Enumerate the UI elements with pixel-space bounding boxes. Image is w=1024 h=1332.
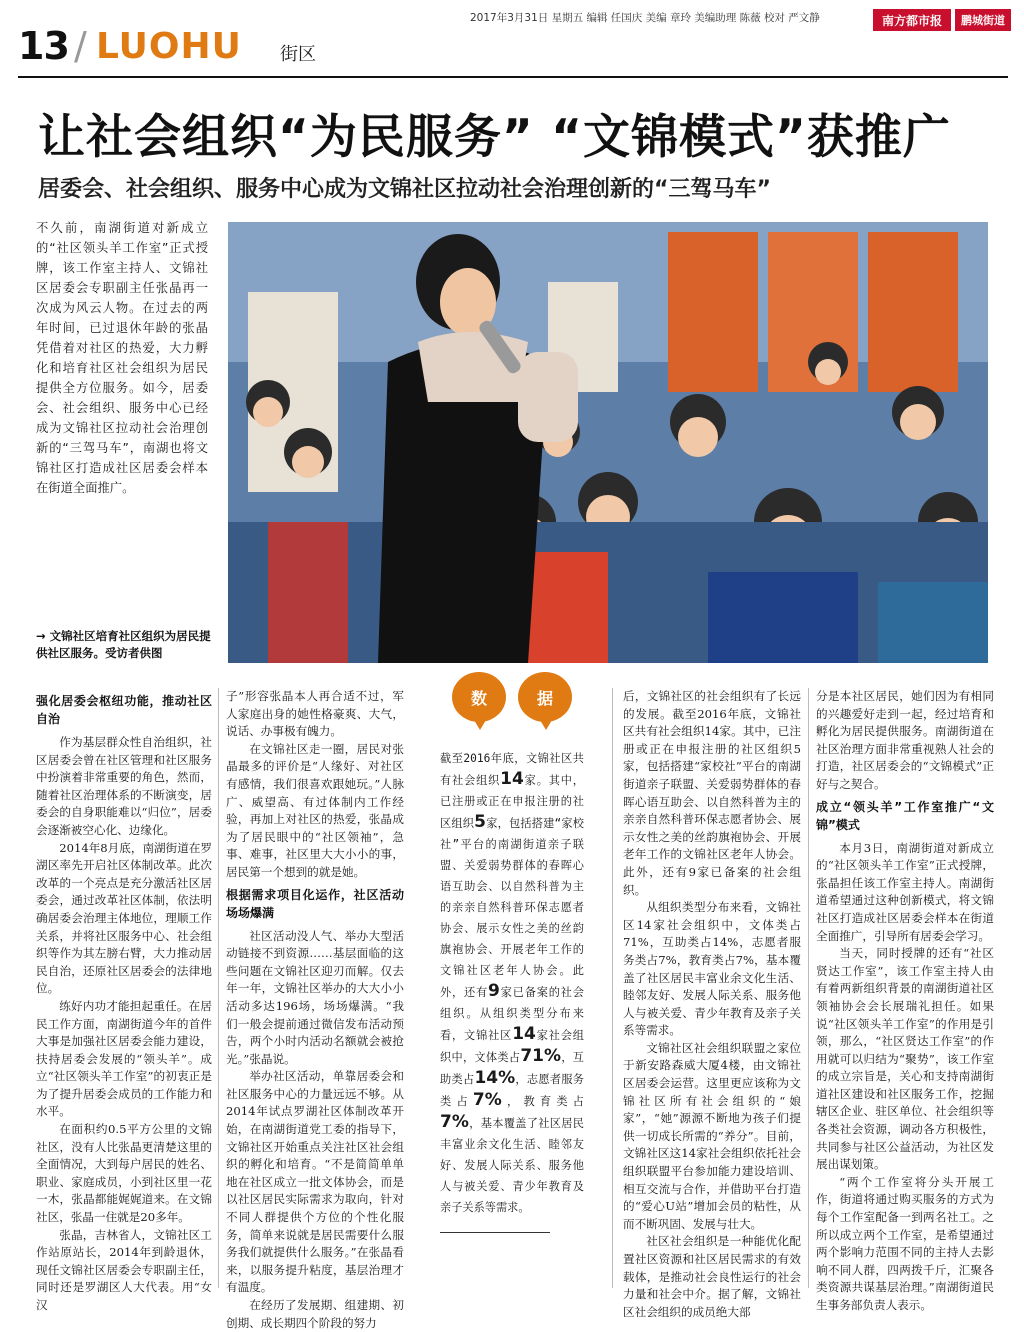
- paragraph: 从组织类型分布来看，文锦社区14家社会组织中，文体类占71%，互助类占14%，志愿者服务类占7%，教育类占7%，基本覆盖了社区居民丰富业余文化生活、睦邻友好、发展人际关系、服务他人与被关爱、青少年教育及亲子关系等需求。: [623, 900, 801, 1038]
- data-figure: 71%: [520, 1046, 562, 1066]
- header-rule: [18, 76, 1008, 78]
- article-column-4: [623, 688, 801, 1321]
- data-bubble-2: 据: [518, 672, 572, 722]
- paragraph: 在面积约0.5平方公里的文锦社区，没有人比张晶更清楚这里的全面情况，大到每户居民的姓名、职业、家庭成员，小到社区里一花一木，张晶都能娓娓道来。在文锦社区，张晶一住就是20多年。: [36, 1122, 212, 1225]
- paragraph: 练好内功才能担起重任。在居民工作方面，南湖街道今年的首件大事是加强社区居委会能力建设，扶持居委会发展的“领头羊”。成立“社区领头羊工作室”的初衷正是为了提升居委会成员的工作能力和水平。: [36, 998, 212, 1119]
- data-figure: 14: [512, 1024, 536, 1044]
- column-divider: [218, 688, 219, 1288]
- data-bubbles: [440, 672, 584, 722]
- data-text-part: 家已备案的社会组织。从组织类型分布来看，文锦社区: [440, 986, 584, 1042]
- section-heading: 强化居委会枢纽功能，推动社区自治: [36, 694, 212, 726]
- article-column-5: [816, 688, 994, 1315]
- paragraph: 子”形容张晶本人再合适不过，军人家庭出身的她性格豪爽、大气，说话、办事极有魄力。: [226, 689, 404, 739]
- paragraph: 后，文锦社区的社会组织有了长远的发展。截至2016年底，文锦社区共有社会组织14家。其中，已注册或正在申报注册的社区组织5家，包括搭建“家校社”平台的南湖街道亲子联盟、关爱弱势群体的春晖心语互助会、以自然科普为主的亲亲自然科普环保志愿者协会、展示女性之美的丝韵旗袍协会、开展老年工作的文锦社区老年人协会。此外，还有9家已备案的社会组织。: [623, 689, 801, 897]
- paragraph: 在经历了发展期、组建期、初创期、成长期四个阶段的努力: [226, 1298, 404, 1330]
- paragraph: 分是本社区居民，她们因为有相同的兴趣爱好走到一起，经过培育和孵化为居民提供服务。南湖街道在社区治理方面非常重视熟人社会的打造，社区居委会的“文锦模式”正好与之契合。: [816, 689, 994, 791]
- news-photo: [228, 222, 988, 663]
- data-rule: [440, 1232, 550, 1233]
- article-column-2: [226, 688, 404, 1332]
- newspaper-logo: 南方都市报: [873, 9, 951, 31]
- paragraph: “两个工作室将分头开展工作，街道将通过购买服务的方式为每个工作室配备一到两名社工。之所以成立两个工作室，是希望通过两个影响力范围不同的主持人去影响不同人群，四两拨千斤，汇聚各类资源共谋基层治理。”南湖街道民生事务部负责人表示。: [816, 1174, 994, 1312]
- column-divider: [612, 688, 613, 1288]
- data-figure: 9: [488, 981, 500, 1001]
- photo-caption: → 文锦社区培育社区组织为居民提供社区服务。受访者供图: [36, 629, 211, 660]
- lead-paragraph: 不久前，南湖街道对新成立的“社区领头羊工作室”正式授牌，该工作室主持人、文锦社区居委会专职副主任张晶再一次成为风云人物。在过去的两年时间，已过退休年龄的张晶凭借着对社区的热爱，大力孵化和培育社区社会组织为居民提供全方位服务。如今，居委会、社会组织、服务中心已经成为文锦社区拉动社会治理创新的“三驾马车”，南湖也将文锦社区打造成社区居委会样本在街道全面推广。: [36, 221, 208, 495]
- section-name: LUOHU: [96, 26, 242, 67]
- section-logo: 鹏城街道: [955, 9, 1011, 31]
- article-column-1: [36, 688, 212, 1315]
- paragraph: 本月3日，南湖街道对新成立的“社区领头羊工作室”正式授牌，张晶担任该工作室主持人。南湖街道希望通过这种创新模式，将文锦社区打造成社区居委会样本在街道全面推广，引导所有居委会学习。: [816, 840, 994, 943]
- data-figure: 14%: [474, 1068, 516, 1088]
- section-heading: 成立“领头羊”工作室推广“文锦”模式: [816, 799, 994, 832]
- section-heading: 根据需求项目化运作，社区活动场场爆满: [226, 887, 404, 920]
- data-text-part: ，教育类占: [501, 1095, 584, 1108]
- paragraph: 社区活动没人气、举办大型活动链接不到资源……基层面临的这些问题在文锦社区迎刃而解。仅去年一年，文锦社区举办的大大小小活动多达196场，场场爆满。“我们一般会提前通过微信发布活动预告，两个小时内活动名额就会被抢光。”张晶说。: [226, 928, 404, 1066]
- data-figure: 7%: [472, 1090, 502, 1110]
- data-text-part: ，志愿者服务类占: [440, 1073, 584, 1108]
- data-text-part: 家，包括搭建“家校社”平台的南湖街道亲子联盟、关爱弱势群体的春晖心语互助会、以自然科普为主的亲亲自然科普环保志愿者协会、展示女性之美的丝韵旗袍协会、开展老年工作的文锦社区老年人协会。此外，还有: [440, 817, 584, 999]
- paragraph: 在文锦社区走一圈，居民对张晶最多的评价是“人缘好、对社区有感情，我们很喜欢跟她玩。”人脉广、威望高、有过体制内工作经验，再加上对社区的热爱，张晶成为了居民眼中的“社区领袖”，急事、难事，社区里大大小小的事，居民第一个想到的就是她。: [226, 741, 404, 879]
- page-slash: /: [74, 24, 87, 68]
- paragraph: 张晶，吉林省人，文锦社区工作站原站长，2014年到龄退休，现任文锦社区居委会专职副主任，同时还是罗湖区人大代表。用“女汉: [36, 1227, 212, 1312]
- page-number: 13: [18, 24, 69, 68]
- data-text-part: ，基本覆盖了社区居民丰富业余文化生活、睦邻友好、发展人际关系、服务他人与被关爱、青少年教育及亲子关系等需求。: [440, 1117, 584, 1214]
- paragraph: 2014年8月底，南湖街道在罗湖区率先开启社区体制改革。此次改革的一个亮点是充分激活社区居委会，通过改革社区体制，依法明确居委会治理主体地位，理顺工作关系，并将社区服务中心、社会组织等作为其左膀右臂，大力推动居民自治，还原社区居委会的法律地位。: [36, 840, 213, 996]
- section-sub: 街区: [280, 44, 316, 65]
- data-text-part: ，互助类占: [440, 1051, 584, 1086]
- paragraph: 当天，同时授牌的还有“社区贤达工作室”，该工作室主持人由有着两新组织背景的南湖街道社区领袖协会会长展瑞礼担任。如果说“社区领头羊工作室”的作用是引领，那么，“社区贤达工作室”的作用就可以归结为“聚势”，该工作室的成立宗旨是，关心和支持南湖街道社区建设和社区服务工作，挖掘辖区企业、驻区单位、社会组织等各类社会资源，调动各方积极性，共同参与社区公益活动，为社区发展出谋划策。: [816, 946, 994, 1172]
- data-text: [440, 748, 584, 1218]
- data-figure: 14: [500, 769, 524, 789]
- paragraph: 社区社会组织是一种能优化配置社区资源和社区居民需求的有效载体，是推动社会良性运行的社会力量和社会中介。据了解，文锦社区社会组织的成员绝大部: [623, 1234, 801, 1319]
- paragraph: 举办社区活动，单靠居委会和社区服务中心的力量远远不够。从2014年试点罗湖社区体制改革开始，在南湖街道党工委的指导下，文锦社区开始重点关注社区社会组织的孵化和培育。“不是简简单单地在社区成立一批文体协会，而是以社区居民实际需求为取向，针对不同人群提供个方位的个性化服务，简单来说就是居民需要什么服务我们就提供什么服务。”在张晶看来，以服务提升粘度，基层治理才有温度。: [226, 1069, 404, 1295]
- photo-illustration: [228, 222, 988, 663]
- data-figure: 5: [474, 812, 486, 832]
- data-text-part: 截至2016年底，文锦社区共有社会组织: [440, 752, 584, 787]
- subheadline: 居委会、社会组织、服务中心成为文锦社区拉动社会治理创新的“三驾马车”: [38, 177, 771, 202]
- paragraph: 文锦社区社会组织联盟之家位于新安路森威大厦4楼，由文锦社区居委会运营。这里更应该称为文锦社区所有社会组织的“娘家”，“她”源源不断地为孩子们提供一切成长所需的“养分”。目前，文锦社区这14家社会组织依托社会组织联盟平台参加能力建设培训、相互交流与合作，并借助平台打造的“爱心U站”增加会员的粘性，从而不断巩固、发展与壮大。: [623, 1040, 801, 1231]
- edition-meta: 2017年3月31日 星期五 编辑 任国庆 美编 章玲 美编助理 陈薇 校对 严文静: [470, 12, 820, 24]
- data-text-part: 家社会组织中，文体类占: [440, 1029, 584, 1064]
- data-text-part: 家。其中，已注册或正在申报注册的社区组织: [440, 774, 584, 830]
- column-divider: [808, 688, 809, 1288]
- data-bubble-1: 数: [452, 672, 506, 722]
- data-figure: 7%: [440, 1112, 469, 1132]
- data-box: [440, 672, 584, 1233]
- paragraph: 作为基层群众性自治组织，社区居委会曾在社区管理和社区服务中扮演着非常重要的角色，然而，随着社区治理体系的不断演变，居委会的自身职能难以“归位”，居委会逐渐被空心化、边缘化。: [36, 735, 212, 837]
- headline: 让社会组织“为民服务” “文锦模式”获推广: [38, 110, 951, 165]
